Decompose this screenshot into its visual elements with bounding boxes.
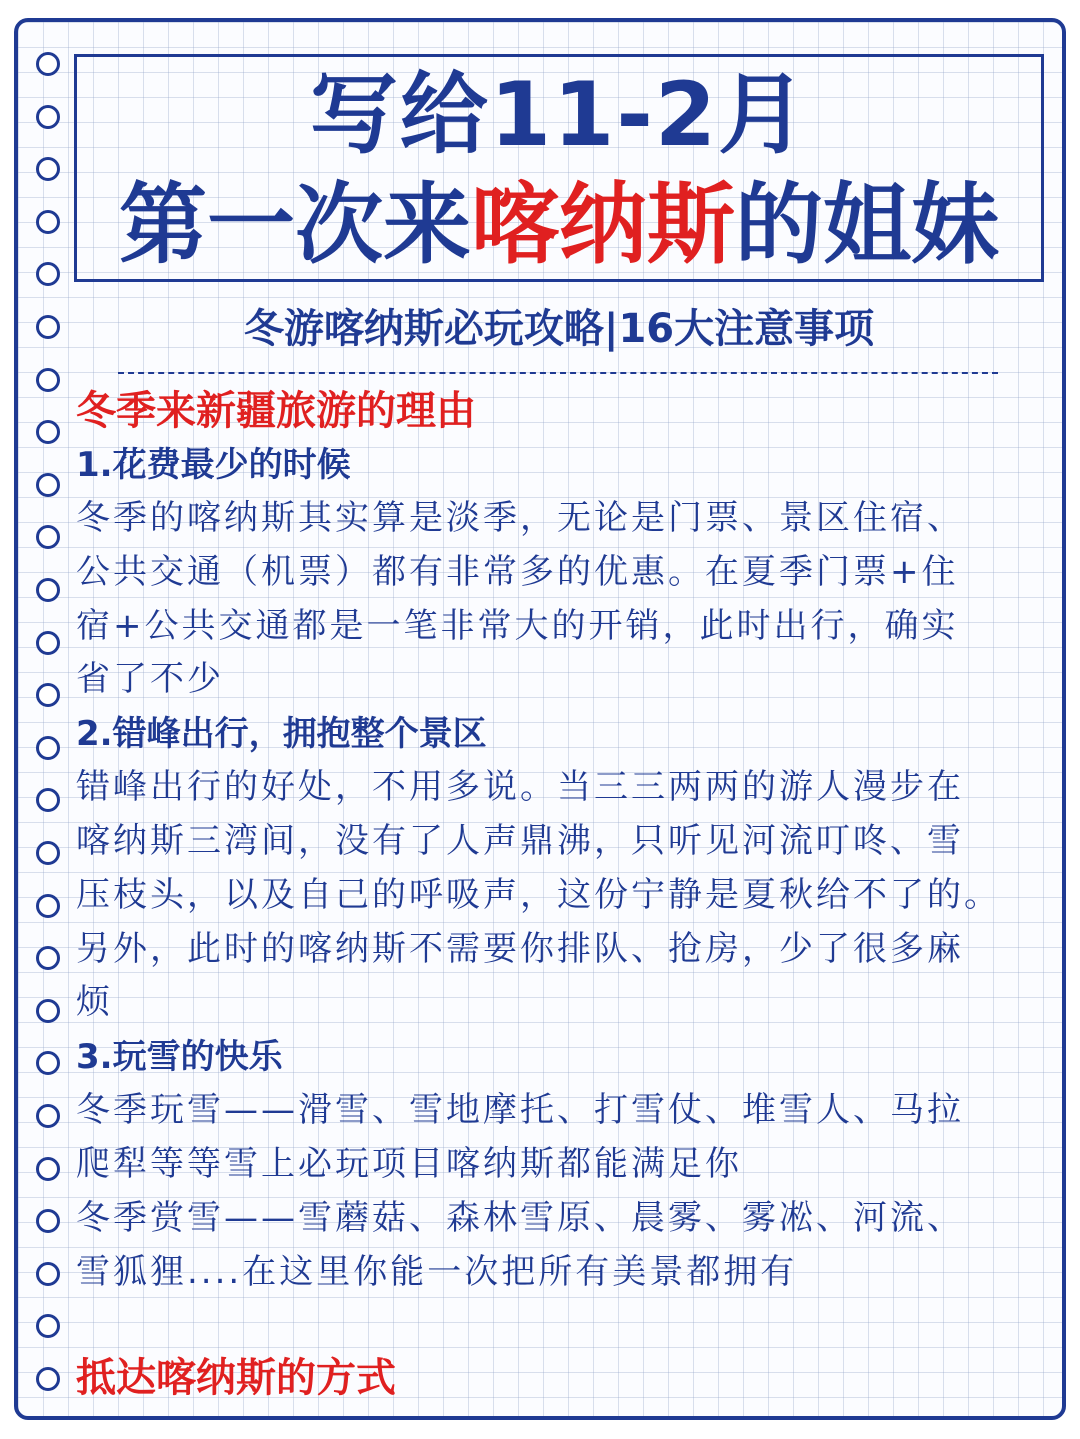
binder-ring-icon (36, 210, 60, 234)
paragraph-line: 省了不少 (76, 659, 224, 700)
title-box (74, 54, 1044, 282)
binder-ring-icon (36, 525, 60, 549)
binder-ring-icon (36, 841, 60, 865)
title-line-1: 写给11-2月 (309, 63, 809, 166)
binder-ring-icon (36, 683, 60, 707)
paragraph-line: 错峰出行的好处，不用多说。当三三两两的游人漫步在 (76, 767, 964, 808)
binder-ring-icon (36, 1157, 60, 1181)
binder-ring-icon (36, 262, 60, 286)
binder-ring-icon (36, 52, 60, 76)
binder-ring-icon (36, 894, 60, 918)
binder-ring-icon (36, 736, 60, 760)
item-heading-3: 3.玩雪的快乐 (76, 1037, 283, 1078)
binder-ring-icon (36, 578, 60, 602)
binder-ring-icon (36, 999, 60, 1023)
paragraph-line: 宿+公共交通都是一笔非常大的开销，此时出行，确实 (76, 605, 959, 646)
binder-ring-icon (36, 315, 60, 339)
binder-rings (36, 52, 66, 1420)
binder-ring-icon (36, 1209, 60, 1233)
dashed-divider (118, 372, 998, 374)
binder-ring-icon (36, 1051, 60, 1075)
paragraph-line: 烦 (76, 982, 113, 1023)
binder-ring-icon (36, 473, 60, 497)
binder-ring-icon (36, 631, 60, 655)
notebook-page (14, 18, 1066, 1420)
binder-ring-icon (36, 1367, 60, 1391)
binder-ring-icon (36, 1314, 60, 1338)
paragraph-line: 冬季赏雪——雪蘑菇、森林雪原、晨雾、雾凇、河流、 (76, 1197, 964, 1238)
title-line-2-part-1: 第一次来 (118, 173, 471, 276)
binder-ring-icon (36, 946, 60, 970)
paragraph-line: 压枝头，以及自己的呼吸声，这份宁静是夏秋给不了的。 (76, 874, 1001, 915)
paragraph-line: 公共交通（机票）都有非常多的优惠。在夏季门票+住 (76, 551, 959, 592)
subtitle: 冬游喀纳斯必玩攻略|16大注意事项 (243, 306, 875, 352)
binder-ring-icon (36, 157, 60, 181)
title-line-2 (77, 173, 1041, 276)
item-heading-1: 1.花费最少的时候 (76, 445, 351, 485)
binder-ring-icon (36, 1262, 60, 1286)
title-highlight: 喀纳斯 (470, 173, 735, 276)
section-heading-arrival: 抵达喀纳斯的方式 (76, 1355, 396, 1402)
paragraph-line: 冬季玩雪——滑雪、雪地摩托、打雪仗、堆雪人、马拉 (76, 1090, 964, 1131)
paragraph-line: 冬季的喀纳斯其实算是淡季，无论是门票、景区住宿、 (76, 498, 964, 538)
paragraph-line: 另外，此时的喀纳斯不需要你排队、抢房，少了很多麻 (76, 928, 964, 969)
binder-ring-icon (36, 420, 60, 444)
paragraph-line: 雪狐狸....在这里你能一次把所有美景都拥有 (76, 1251, 798, 1292)
title-line-2-part-2: 的姐妹 (735, 173, 1000, 276)
section-heading-reasons: 冬季来新疆旅游的理由 (76, 388, 476, 434)
binder-ring-icon (36, 788, 60, 812)
binder-ring-icon (36, 1104, 60, 1128)
item-heading-2: 2.错峰出行，拥抱整个景区 (76, 714, 487, 755)
paragraph-line: 喀纳斯三湾间，没有了人声鼎沸，只听见河流叮咚、雪 (76, 820, 964, 861)
paragraph-line: 爬犁等等雪上必玩项目喀纳斯都能满足你 (76, 1143, 742, 1184)
binder-ring-icon (36, 105, 60, 129)
article-content (76, 384, 1056, 1405)
binder-ring-icon (36, 368, 60, 392)
